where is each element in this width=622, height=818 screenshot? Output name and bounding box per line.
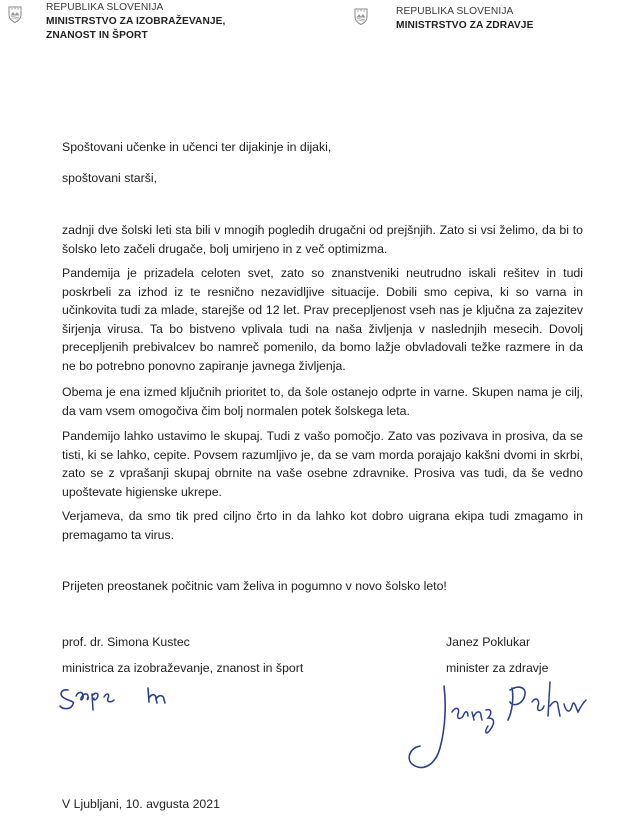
signatory-left-title: ministrica za izobraževanje, znanost in šport	[62, 661, 304, 675]
greeting-parents: spoštovani starši,	[62, 171, 158, 185]
paragraph-vaccination: Pandemijo lahko ustavimo le skupaj. Tudi z vašo pomočjo. Zato vas pozivava in prosiva, da se tisti, ki se lahko, cepite. Povsem razumljivo je, da se vam morda porajajo kakšni dvomi in skrbi, zato se z vprašanji skupaj obrnite na vaše osebne zdravnike. Prosiva vas tudi, da še vedno upoštevate higienske ukrepe.	[62, 429, 583, 499]
paragraph-finish-line: Verjameva, da smo tik pred ciljno črto in da lahko kot dobro uigrana ekipa tudi zmagamo in premagamo ta virus.	[62, 509, 583, 542]
header-left-ministry-cont: ZNANOST IN ŠPORT	[46, 30, 148, 41]
paragraph-pandemic: Pandemija je prizadela celoten svet, zato so znanstveniki neutrudno iskali rešitev in tudi poskrbeli za izhod iz te resnično nezavidljive situacije. Dobili smo cepiva, ki so varna in učinkovita tudi za mlade, starejše od 12 let. Prav precepljenost vseh nas je ključna za zajezitev širjenja virusa. Ta bo bistveno vplivala tudi na naša življenja v naslednjih mesecih. Dovolj precepljenih prebivalcev bo namreč pomenilo, da bomo lažje obvladovali težke razmere in da ne bo potrebno ponovno zapiranje javnega življenja.	[62, 266, 583, 373]
paragraph-priorities: Obema je ena izmed ključnih prioritet to, da šole ostanejo odprte in varne. Skupen nama je cilj, da vam vsem omogočiva čim bolj normalen potek šolskega leta.	[62, 385, 583, 418]
paragraph-intro: zadnji dve šolski leti sta bili v mnogih pogledih drugačni od prejšnjih. Zato si vsi želimo, da bi to šolsko leto začeli drugače, bolj umirjeno in z več optimizma.	[62, 223, 583, 256]
header-right-ministry: MINISTRSTVO ZA ZDRAVJE	[396, 20, 534, 31]
header-left-republic: REPUBLIKA SLOVENIJA	[46, 2, 164, 13]
signature-left-handwritten	[52, 676, 192, 724]
slovenia-coat-of-arms-icon	[8, 6, 22, 23]
signatory-left-name: prof. dr. Simona Kustec	[62, 635, 190, 649]
closing-wish: Prijeten preostanek počitnic vam želiva in pogumno v novo šolsko leto!	[62, 579, 447, 593]
header-right-republic: REPUBLIKA SLOVENIJA	[396, 6, 514, 17]
signatory-right-title: minister za zdravje	[446, 661, 549, 675]
place-and-date: V Ljubljani, 10. avgusta 2021	[62, 797, 220, 811]
signatory-right-name: Janez Poklukar	[446, 635, 531, 649]
header-left-ministry: MINISTRSTVO ZA IZOBRAŽEVANJE,	[46, 16, 226, 27]
slovenia-coat-of-arms-icon	[354, 8, 368, 25]
header-right	[396, 5, 533, 33]
greeting-students: Spoštovani učenke in učenci ter dijakinje in dijaki,	[62, 140, 332, 154]
signature-right-handwritten	[400, 668, 600, 780]
header-left	[46, 1, 226, 43]
